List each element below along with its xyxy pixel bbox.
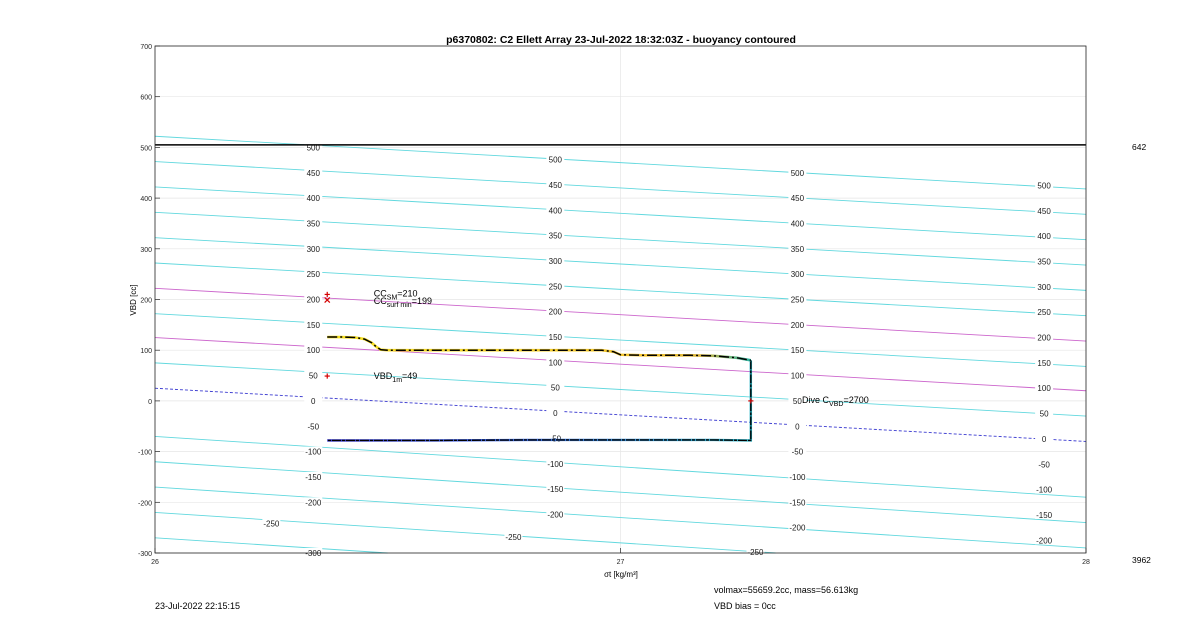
y-tick-label: 500 — [140, 145, 152, 153]
cc-surf-min-annotation-base: CC — [373, 296, 387, 307]
contour-label: 150 — [548, 333, 563, 343]
marker — [325, 373, 330, 378]
y-tick-label: -200 — [137, 500, 152, 508]
contour-label: 100 — [548, 358, 563, 368]
contour-label: 300 — [306, 244, 320, 254]
dive-cvbd-annotation-base: Dive C — [802, 394, 830, 405]
y-tick-label: 400 — [140, 196, 152, 204]
contour-label: 100 — [1037, 384, 1051, 394]
contour-label: 450 — [548, 180, 563, 190]
contour-label: 50 — [308, 371, 318, 381]
grid-lines — [155, 46, 1086, 553]
contour-label: 150 — [1037, 358, 1051, 368]
contour-label: 200 — [306, 295, 320, 305]
contour-label: 350 — [548, 231, 563, 241]
contour-label: 350 — [790, 244, 805, 254]
chart-title: p6370802: C2 Ellett Array 23-Jul-2022 18:32:03Z - buoyancy contoured — [446, 34, 796, 46]
contour-label: 300 — [1037, 282, 1051, 292]
contour-label: -150 — [305, 472, 322, 482]
contour-label: -200 — [547, 510, 564, 520]
right-label-bottom: 3962 — [1132, 555, 1151, 565]
contour-line — [155, 512, 776, 553]
y-tick-label: 100 — [140, 348, 152, 356]
contour-label: 450 — [306, 168, 320, 178]
contour-label: -100 — [305, 447, 322, 457]
contour-label: 100 — [306, 346, 320, 356]
contour-label: 50 — [1039, 409, 1049, 419]
contour-label: 400 — [306, 194, 320, 204]
contour-label: -50 — [307, 422, 320, 432]
cc-sm-annotation-base: CC — [373, 288, 387, 299]
climb-profile-colored — [327, 337, 751, 360]
contour-label: 50 — [792, 396, 802, 406]
y-tick-label: 600 — [140, 94, 152, 102]
y-tick-label: -300 — [137, 551, 152, 558]
contour-label: -300 — [305, 549, 322, 558]
contour-label: 500 — [1037, 181, 1051, 191]
axes — [138, 44, 1090, 566]
volmax-mass-text: volmax=55659.2cc, mass=56.613kg — [714, 585, 859, 595]
contour-label: 200 — [548, 307, 563, 317]
contour-label: -100 — [1036, 485, 1053, 495]
x-tick-label: 28 — [1082, 559, 1090, 566]
contour-label: -150 — [1036, 510, 1053, 520]
contour-label: 350 — [306, 219, 320, 229]
x-tick-label: 26 — [151, 559, 159, 566]
contour-label: 400 — [548, 206, 563, 216]
contour-label: 500 — [790, 168, 805, 178]
cc-sm-annotation-sub: SM — [386, 294, 398, 302]
contour-label: -250 — [505, 532, 522, 542]
dive-profiles — [327, 337, 751, 440]
cc-surf-min-annotation-value: =199 — [411, 296, 432, 307]
vbd-1m-annotation-value: =49 — [402, 371, 418, 382]
contour-label: -50 — [549, 434, 562, 444]
contour-label: 150 — [306, 320, 320, 330]
contour-label: -200 — [789, 523, 806, 533]
y-tick-label: 700 — [140, 44, 152, 51]
contour-label: 300 — [548, 256, 563, 266]
contour-label: 250 — [1037, 308, 1051, 318]
contour-label: 100 — [790, 371, 805, 381]
contour-label: -250 — [747, 547, 764, 557]
contour-label: 300 — [790, 270, 805, 280]
contour-label: -50 — [791, 447, 804, 457]
marker — [325, 292, 330, 297]
contour-label: 250 — [790, 295, 805, 305]
dive-cvbd-annotation — [802, 395, 869, 408]
contour-label: 200 — [790, 320, 805, 330]
contour-label: 450 — [1037, 206, 1051, 216]
y-tick-label: 300 — [140, 246, 152, 254]
y-tick-label: -100 — [137, 449, 152, 457]
vbd-1m-annotation-base: VBD — [373, 371, 393, 382]
contour-label: 500 — [306, 143, 320, 153]
marker — [748, 398, 753, 403]
x-tick-label: 27 — [616, 559, 625, 566]
contour-line — [155, 538, 388, 553]
y-tick-label: 0 — [148, 398, 152, 406]
contour-label: -150 — [789, 498, 806, 508]
y-axis-label: VBD [cc] — [129, 284, 138, 316]
contour-label: 250 — [306, 270, 320, 280]
y-tick-label: 200 — [140, 297, 152, 305]
dive-cvbd-annotation-sub: VBD — [829, 400, 844, 408]
contour-label: -100 — [547, 459, 564, 469]
contour-label: 350 — [1037, 257, 1051, 267]
contour-label: -100 — [789, 472, 806, 482]
contour-label: -250 — [263, 519, 280, 529]
timestamp-text: 23-Jul-2022 22:15:15 — [155, 601, 241, 611]
cc-sm-annotation-value: =210 — [397, 288, 418, 299]
right-label-top: 642 — [1132, 142, 1147, 152]
contour-label: 150 — [790, 346, 805, 356]
vbd-1m-annotation-sub: 1m — [392, 377, 403, 385]
contour-label: 0 — [553, 409, 558, 419]
contour-label: 50 — [550, 383, 560, 393]
vbd-bias-text: VBD bias = 0cc — [714, 601, 776, 611]
contour-label: -200 — [1036, 536, 1053, 546]
contour-label: 200 — [1037, 333, 1051, 343]
contour-label: -150 — [547, 485, 564, 495]
vbd-1m-annotation — [374, 371, 418, 384]
cc-surf-min-annotation-sub: surf min — [386, 302, 412, 310]
contour-label: 0 — [795, 422, 800, 432]
contour-label: 0 — [311, 396, 316, 406]
contour-label: 400 — [790, 219, 805, 229]
contour-label: -50 — [1038, 460, 1050, 470]
x-axis-label: σt [kg/m³] — [604, 570, 638, 579]
contour-label: -200 — [305, 498, 322, 508]
contour-label: 250 — [548, 282, 563, 292]
contour-label: 400 — [1037, 232, 1051, 242]
climb-profile — [327, 337, 751, 360]
contour-label: 450 — [790, 194, 805, 204]
dive-cvbd-annotation-value: =2700 — [843, 394, 869, 405]
contour-label: 500 — [548, 155, 563, 165]
contour-label: 0 — [1041, 434, 1047, 444]
